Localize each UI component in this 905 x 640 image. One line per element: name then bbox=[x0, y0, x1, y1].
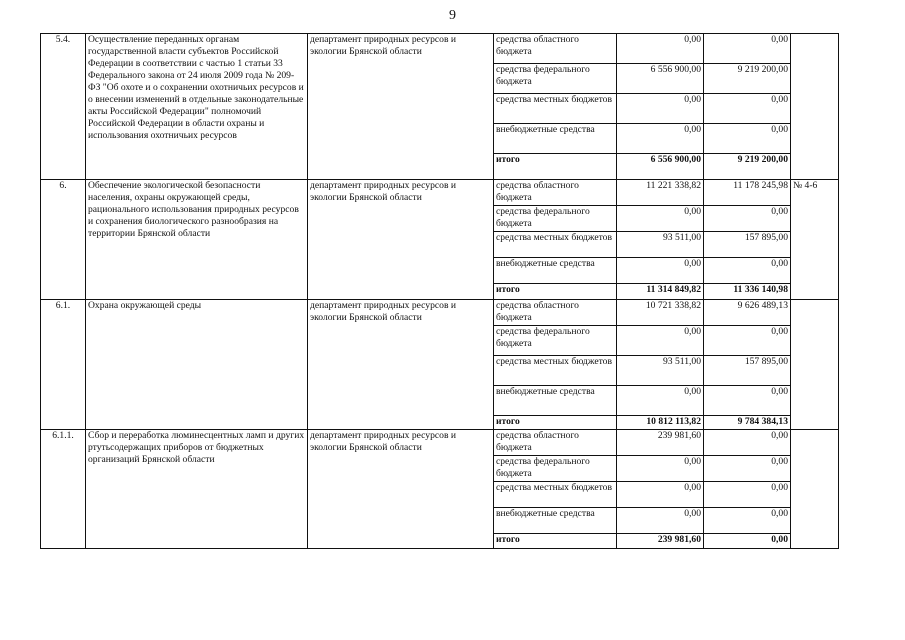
funding-source: средства местных бюджетов bbox=[494, 94, 617, 124]
amount-year-1: 0,00 bbox=[617, 326, 704, 356]
amount-year-1: 0,00 bbox=[617, 206, 704, 232]
amount-year-1: 93 511,00 bbox=[617, 356, 704, 386]
amount-year-1: 0,00 bbox=[617, 456, 704, 482]
amount-year-2: 0,00 bbox=[704, 34, 791, 64]
amount-year-1: 11 314 849,82 bbox=[617, 284, 704, 300]
amount-year-2: 9 219 200,00 bbox=[704, 64, 791, 94]
funding-source: средства местных бюджетов bbox=[494, 232, 617, 258]
funding-source: средства областного бюджета bbox=[494, 430, 617, 456]
funding-source: средства областного бюджета bbox=[494, 180, 617, 206]
indicator-note bbox=[791, 430, 839, 549]
amount-year-1: 93 511,00 bbox=[617, 232, 704, 258]
section-title: Осуществление переданных органам государственной власти субъектов Российской Федерации в соответствии с частью 1 статьи 33 Федерального закона от 24 июля 2009 года № 209-ФЗ "Об охоте и о сохранении охотничьих ресурсов и о внесении изменений в отдельные законодательные акты Российской Федерации" полномочий Российской Федерации в области охраны и использования охотничьих ресурсов bbox=[86, 34, 308, 180]
amount-year-2: 157 895,00 bbox=[704, 356, 791, 386]
page-number: 9 bbox=[449, 8, 456, 23]
funding-source: внебюджетные средства bbox=[494, 386, 617, 416]
amount-year-2: 0,00 bbox=[704, 94, 791, 124]
amount-year-1: 239 981,60 bbox=[617, 534, 704, 549]
funding-source: средства областного бюджета bbox=[494, 34, 617, 64]
amount-year-2: 0,00 bbox=[704, 508, 791, 534]
section-number: 6.1. bbox=[41, 300, 86, 430]
table-row bbox=[41, 300, 839, 326]
amount-year-2: 11 336 140,98 bbox=[704, 284, 791, 300]
amount-year-2: 11 178 245,98 bbox=[704, 180, 791, 206]
executor: департамент природных ресурсов и экологии Брянской области bbox=[308, 180, 494, 300]
funding-source: средства федерального бюджета bbox=[494, 326, 617, 356]
executor: департамент природных ресурсов и экологии Брянской области bbox=[308, 34, 494, 180]
section-number: 6.1.1. bbox=[41, 430, 86, 549]
budget-table bbox=[40, 33, 839, 549]
funding-source: итого bbox=[494, 416, 617, 430]
funding-source: внебюджетные средства bbox=[494, 258, 617, 284]
amount-year-2: 0,00 bbox=[704, 386, 791, 416]
amount-year-2: 9 626 489,13 bbox=[704, 300, 791, 326]
amount-year-2: 0,00 bbox=[704, 430, 791, 456]
indicator-note bbox=[791, 300, 839, 430]
amount-year-1: 0,00 bbox=[617, 386, 704, 416]
amount-year-2: 9 219 200,00 bbox=[704, 154, 791, 180]
amount-year-1: 6 556 900,00 bbox=[617, 154, 704, 180]
funding-source: средства местных бюджетов bbox=[494, 356, 617, 386]
indicator-note bbox=[791, 34, 839, 180]
section-number: 5.4. bbox=[41, 34, 86, 180]
amount-year-1: 10 812 113,82 bbox=[617, 416, 704, 430]
amount-year-1: 10 721 338,82 bbox=[617, 300, 704, 326]
amount-year-2: 0,00 bbox=[704, 482, 791, 508]
amount-year-2: 157 895,00 bbox=[704, 232, 791, 258]
section-title: Охрана окружающей среды bbox=[86, 300, 308, 430]
amount-year-2: 0,00 bbox=[704, 534, 791, 549]
funding-source: итого bbox=[494, 284, 617, 300]
funding-source: итого bbox=[494, 534, 617, 549]
amount-year-2: 0,00 bbox=[704, 206, 791, 232]
section-title: Обеспечение экологической безопасности населения, охраны окружающей среды, рационального использования природных ресурсов и сохранения биологического разнообразия на территории Брянской области bbox=[86, 180, 308, 300]
funding-source: средства федерального бюджета bbox=[494, 206, 617, 232]
funding-source: средства областного бюджета bbox=[494, 300, 617, 326]
funding-source: итого bbox=[494, 154, 617, 180]
table-row bbox=[41, 430, 839, 456]
amount-year-1: 239 981,60 bbox=[617, 430, 704, 456]
amount-year-1: 0,00 bbox=[617, 508, 704, 534]
amount-year-1: 0,00 bbox=[617, 258, 704, 284]
amount-year-1: 0,00 bbox=[617, 34, 704, 64]
amount-year-2: 0,00 bbox=[704, 258, 791, 284]
amount-year-1: 0,00 bbox=[617, 94, 704, 124]
table-row bbox=[41, 180, 839, 206]
funding-source: средства местных бюджетов bbox=[494, 482, 617, 508]
section-title: Сбор и переработка люминесцентных ламп и других ртутьсодержащих приборов от бюджетных организаций Брянской области bbox=[86, 430, 308, 549]
executor: департамент природных ресурсов и экологии Брянской области bbox=[308, 300, 494, 430]
amount-year-1: 0,00 bbox=[617, 482, 704, 508]
amount-year-2: 9 784 384,13 bbox=[704, 416, 791, 430]
amount-year-2: 0,00 bbox=[704, 326, 791, 356]
amount-year-1: 11 221 338,82 bbox=[617, 180, 704, 206]
amount-year-1: 6 556 900,00 bbox=[617, 64, 704, 94]
funding-source: внебюджетные средства bbox=[494, 508, 617, 534]
funding-source: внебюджетные средства bbox=[494, 124, 617, 154]
amount-year-1: 0,00 bbox=[617, 124, 704, 154]
indicator-note: № 4-6 bbox=[791, 180, 839, 300]
executor: департамент природных ресурсов и экологии Брянской области bbox=[308, 430, 494, 549]
amount-year-2: 0,00 bbox=[704, 456, 791, 482]
funding-source: средства федерального бюджета bbox=[494, 64, 617, 94]
funding-source: средства федерального бюджета bbox=[494, 456, 617, 482]
amount-year-2: 0,00 bbox=[704, 124, 791, 154]
table-row bbox=[41, 34, 839, 64]
section-number: 6. bbox=[41, 180, 86, 300]
